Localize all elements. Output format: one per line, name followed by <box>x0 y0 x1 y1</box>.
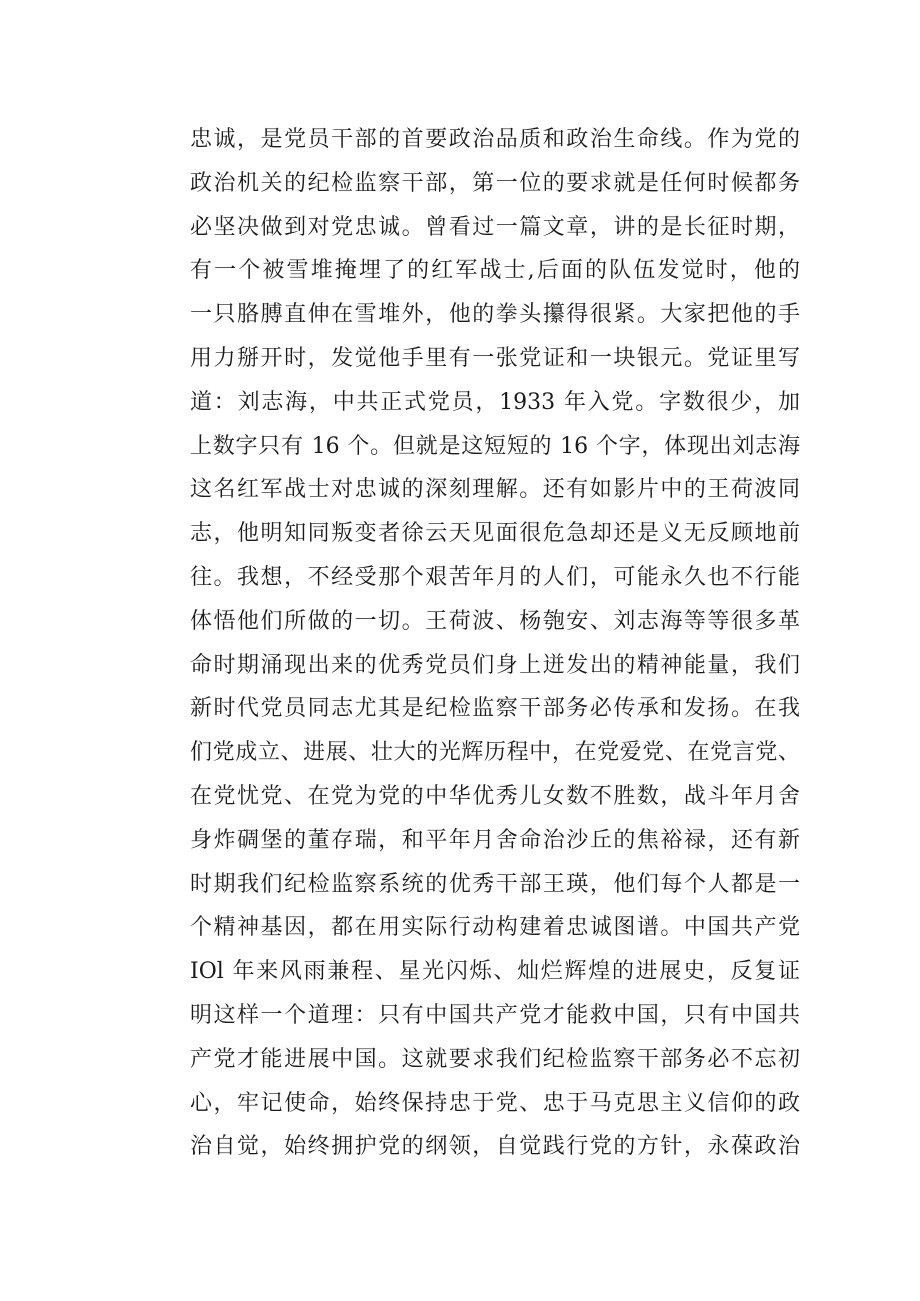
text-line-12: 体悟他们所做的一切。王荷波、杨匏安、刘志海等等很多革 <box>190 608 800 634</box>
text-line-14: 新时代党员同志尤其是纪检监察干部务必传承和发扬。在我 <box>190 696 800 722</box>
text-line-4: 有一个被雪堆掩埋了的红军战士,后面的队伍发觉时，他的 <box>190 258 800 284</box>
text-line-10: 志，他明知同叛变者徐云天见面很危急却还是义无反顾地前 <box>190 521 800 547</box>
text-line-20: IOl 年来风雨兼程、星光闪烁、灿烂辉煌的进展史，反复证 <box>190 959 800 985</box>
text-line-15: 们党成立、进展、壮大的光辉历程中，在党爱党、在党言党、 <box>190 740 800 766</box>
text-line-11: 往。我想，不经受那个艰苦年月的人们，可能永久也不行能 <box>190 564 800 590</box>
text-line-5: 一只胳膊直伸在雪堆外，他的拳头攥得很紧。大家把他的手 <box>190 302 800 328</box>
text-line-22: 产党才能进展中国。这就要求我们纪检监察干部务必不忘初 <box>190 1046 800 1072</box>
text-line-13: 命时期涌现出来的优秀党员们身上迸发出的精神能量，我们 <box>190 652 800 678</box>
text-line-7: 道：刘志海，中共正式党员，1933 年入党。字数很少，加 <box>190 389 800 415</box>
text-line-3: 必坚决做到对党忠诚。曾看过一篇文章，讲的是长征时期， <box>190 214 800 240</box>
text-line-9: 这名红军战士对忠诚的深刻理解。还有如影片中的王荷波同 <box>190 477 800 503</box>
text-line-18: 时期我们纪检监察系统的优秀干部王瑛，他们每个人都是一 <box>190 871 800 897</box>
text-line-6: 用力掰开时，发觉他手里有一张党证和一块银元。党证里写 <box>190 345 800 371</box>
text-line-19: 个精神基因，都在用实际行动构建着忠诚图谱。中国共产党 <box>190 915 800 941</box>
text-line-23: 心，牢记使命，始终保持忠于党、忠于马克思主义信仰的政 <box>190 1090 800 1116</box>
body-paragraph <box>190 118 800 1169</box>
text-line-17: 身炸碉堡的董存瑞，和平年月舍命治沙丘的焦裕禄，还有新 <box>190 827 800 853</box>
text-line-24: 治自觉，始终拥护党的纲领，自觉践行党的方针，永葆政治 <box>190 1134 800 1160</box>
text-line-16: 在党忧党、在党为党的中华优秀儿女数不胜数，战斗年月舍 <box>190 783 800 809</box>
text-line-2: 政治机关的纪检监察干部，第一位的要求就是任何时候都务 <box>190 170 800 196</box>
text-line-1: 忠诚，是党员干部的首要政治品质和政治生命线。作为党的 <box>190 127 800 152</box>
text-line-21: 明这样一个道理：只有中国共产党才能救中国，只有中国共 <box>190 1002 800 1028</box>
text-line-8: 上数字只有 16 个。但就是这短短的 16 个字，体现出刘志海 <box>190 433 800 459</box>
